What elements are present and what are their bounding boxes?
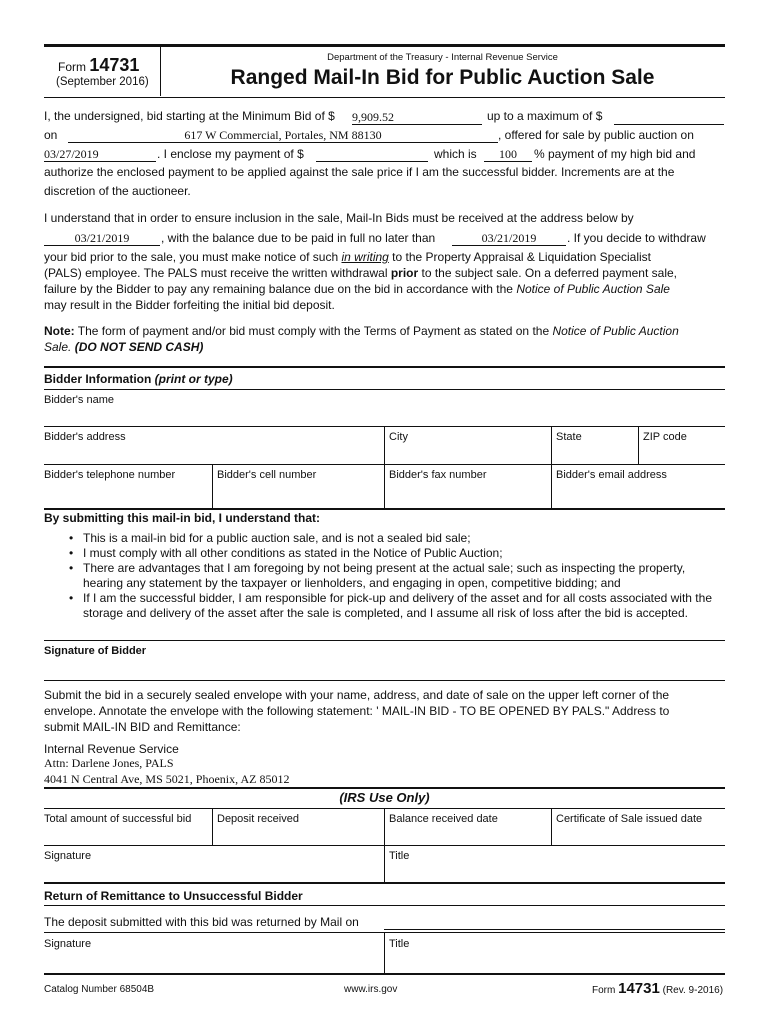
deadline-line-5: failure by the Bidder to pay any remaining balance due on the bid in accordance with the Notice of Public Auction Sale: [44, 282, 670, 296]
col-divider: [551, 426, 552, 509]
submit-line-3: submit MAIL-IN BID and Remittance:: [44, 720, 241, 734]
deadline-line-1: I understand that in order to ensure inclusion in the sale, Mail-In Bids must be received at the address below by: [44, 211, 634, 225]
bidder-heading-rule: [44, 389, 725, 390]
header-bottom-rule: [44, 97, 725, 98]
footer-form-id: Form 14731 (Rev. 9-2016): [592, 980, 724, 997]
bid-line-1: I, the undersigned, bid starting at the Minimum Bid of $: [44, 109, 335, 123]
bid-line-5: discretion of the auctioneer.: [44, 184, 191, 198]
deadline-line-4: (PALS) employee. The PALS must receive the written withdrawal prior to the subject sale. On a deferred payment sale,: [44, 266, 677, 280]
phone-field[interactable]: Bidder's telephone number: [44, 469, 176, 481]
received-by-field[interactable]: 03/21/2019: [44, 231, 160, 246]
certificate-date-field[interactable]: Certificate of Sale issued date: [556, 813, 703, 825]
irs-top-rule: [44, 787, 725, 789]
bidder-name-field[interactable]: Bidder's name: [44, 394, 114, 406]
bidder-signature-field[interactable]: Signature of Bidder: [44, 645, 147, 657]
page-title: Ranged Mail-In Bid for Public Auction Sale: [230, 66, 655, 89]
irs-title-field[interactable]: Title: [389, 850, 410, 862]
row-rule: [44, 845, 725, 846]
form-date: (September 2016): [56, 76, 149, 88]
header-top-rule: [44, 44, 725, 47]
balance-label: , with the balance due to be paid in full no later than: [161, 231, 436, 245]
irs-signature-field[interactable]: Signature: [44, 850, 92, 862]
address-line-3: 4041 N Central Ave, MS 5021, Phoenix, AZ 85012: [44, 772, 290, 786]
state-field[interactable]: State: [556, 431, 582, 443]
list-item: • This is a mail-in bid for a public auction sale, and is not a sealed bid sale;: [69, 531, 471, 545]
address-line-2: Attn: Darlene Jones, PALS: [44, 756, 174, 770]
email-field[interactable]: Bidder's email address: [556, 469, 667, 481]
max-bid-field[interactable]: [614, 110, 724, 125]
footer-rule: [44, 973, 725, 975]
city-field[interactable]: City: [389, 431, 408, 443]
irs-bottom-rule: [44, 882, 725, 884]
on-label: on: [44, 128, 58, 142]
form-number: 14731: [89, 55, 140, 75]
bidder-address-field[interactable]: Bidder's address: [44, 431, 126, 443]
address-line-1: Internal Revenue Service: [44, 742, 179, 756]
fax-field[interactable]: Bidder's fax number: [389, 469, 487, 481]
col-divider: [212, 464, 213, 509]
bidder-top-rule: [44, 366, 725, 368]
auction-date-field[interactable]: 03/27/2019: [44, 147, 156, 162]
deposit-field[interactable]: Deposit received: [217, 813, 299, 825]
col-divider: [638, 426, 639, 464]
which-is-label: which is: [434, 147, 477, 161]
remit-heading: Return of Remittance to Unsuccessful Bidder: [44, 889, 303, 903]
percent-label: % payment of my high bid and: [534, 147, 696, 161]
payment-field[interactable]: [316, 147, 428, 162]
percent-field[interactable]: 100: [484, 147, 532, 162]
col-divider: [212, 808, 213, 845]
zip-field[interactable]: ZIP code: [643, 431, 687, 443]
total-bid-field[interactable]: Total amount of successful bid: [44, 813, 192, 825]
balance-date-field[interactable]: Balance received date: [389, 813, 498, 825]
row-rule: [44, 464, 725, 465]
property-field[interactable]: 617 W Commercial, Portales, NM 88130: [68, 128, 498, 143]
understand-heading: By submitting this mail-in bid, I understand that:: [44, 511, 320, 525]
cell-field[interactable]: Bidder's cell number: [217, 469, 317, 481]
irs-heading: (IRS Use Only): [339, 790, 430, 805]
withdraw-label: . If you decide to withdraw: [567, 231, 706, 245]
form-id: [58, 55, 139, 76]
signature-top-rule: [44, 640, 725, 641]
min-bid-field[interactable]: 9,909.52: [352, 110, 482, 125]
submit-line-2: envelope. Annotate the envelope with the following statement: ' MAIL-IN BID - TO BE OPENED BY PALS." Address to: [44, 704, 670, 718]
returned-label: The deposit submitted with this bid was returned by Mail on: [44, 915, 359, 929]
remit-title-field[interactable]: Title: [389, 938, 410, 950]
list-item: • There are advantages that I am foregoing by not being present at the actual sale; such as inspecting the property, hearing any statement by the taxpayer or lienholders, and engaging in open, competitive bidding; and: [69, 561, 686, 590]
col-divider: [384, 426, 385, 509]
submit-line-1: Submit the bid in a securely sealed envelope with your name, address, and date of sale on the upper left corner of the: [44, 688, 670, 702]
website-link[interactable]: www.irs.gov: [344, 984, 398, 995]
returned-date-field[interactable]: [384, 915, 725, 930]
note-line-2: Sale. (DO NOT SEND CASH): [44, 340, 204, 354]
offered-label: , offered for sale by public auction on: [498, 128, 694, 142]
bid-line-4: authorize the enclosed payment to be applied against the sale price if I am the successful bidder. Increments are at the: [44, 165, 675, 179]
payment-label: . I enclose my payment of $: [157, 147, 304, 161]
form-word: Form: [58, 60, 86, 74]
remit-signature-field[interactable]: Signature: [44, 938, 92, 950]
deadline-line-3: your bid prior to the sale, you must make notice of such in writing to the Property Appraisal & Liquidation Specialist: [44, 250, 651, 264]
agency-line: Department of the Treasury - Internal Revenue Service: [327, 52, 558, 63]
bidder-heading: Bidder Information (print or type): [44, 372, 233, 386]
max-bid-label: up to a maximum of $: [487, 109, 603, 123]
balance-due-field[interactable]: 03/21/2019: [452, 231, 566, 246]
deadline-line-6: may result in the Bidder forfeiting the initial bid deposit.: [44, 298, 335, 312]
col-divider: [551, 808, 552, 845]
list-item: • If I am the successful bidder, I am responsible for pick-up and delivery of the asset and for all costs associated with the storage and delivery of the asset after the sale is completed, and I assume all risk of loss after the bid is accepted.: [69, 591, 712, 620]
note-line-1: Note: The form of payment and/or bid must comply with the Terms of Payment as stated on the Notice of Public Auction: [44, 324, 679, 338]
row-rule: [44, 905, 725, 906]
signature-bottom-rule: [44, 680, 725, 681]
col-divider: [384, 932, 385, 974]
list-item: • I must comply with all other conditions as stated in the Notice of Public Auction;: [69, 546, 503, 560]
catalog-number: Catalog Number 68504B: [44, 984, 155, 995]
